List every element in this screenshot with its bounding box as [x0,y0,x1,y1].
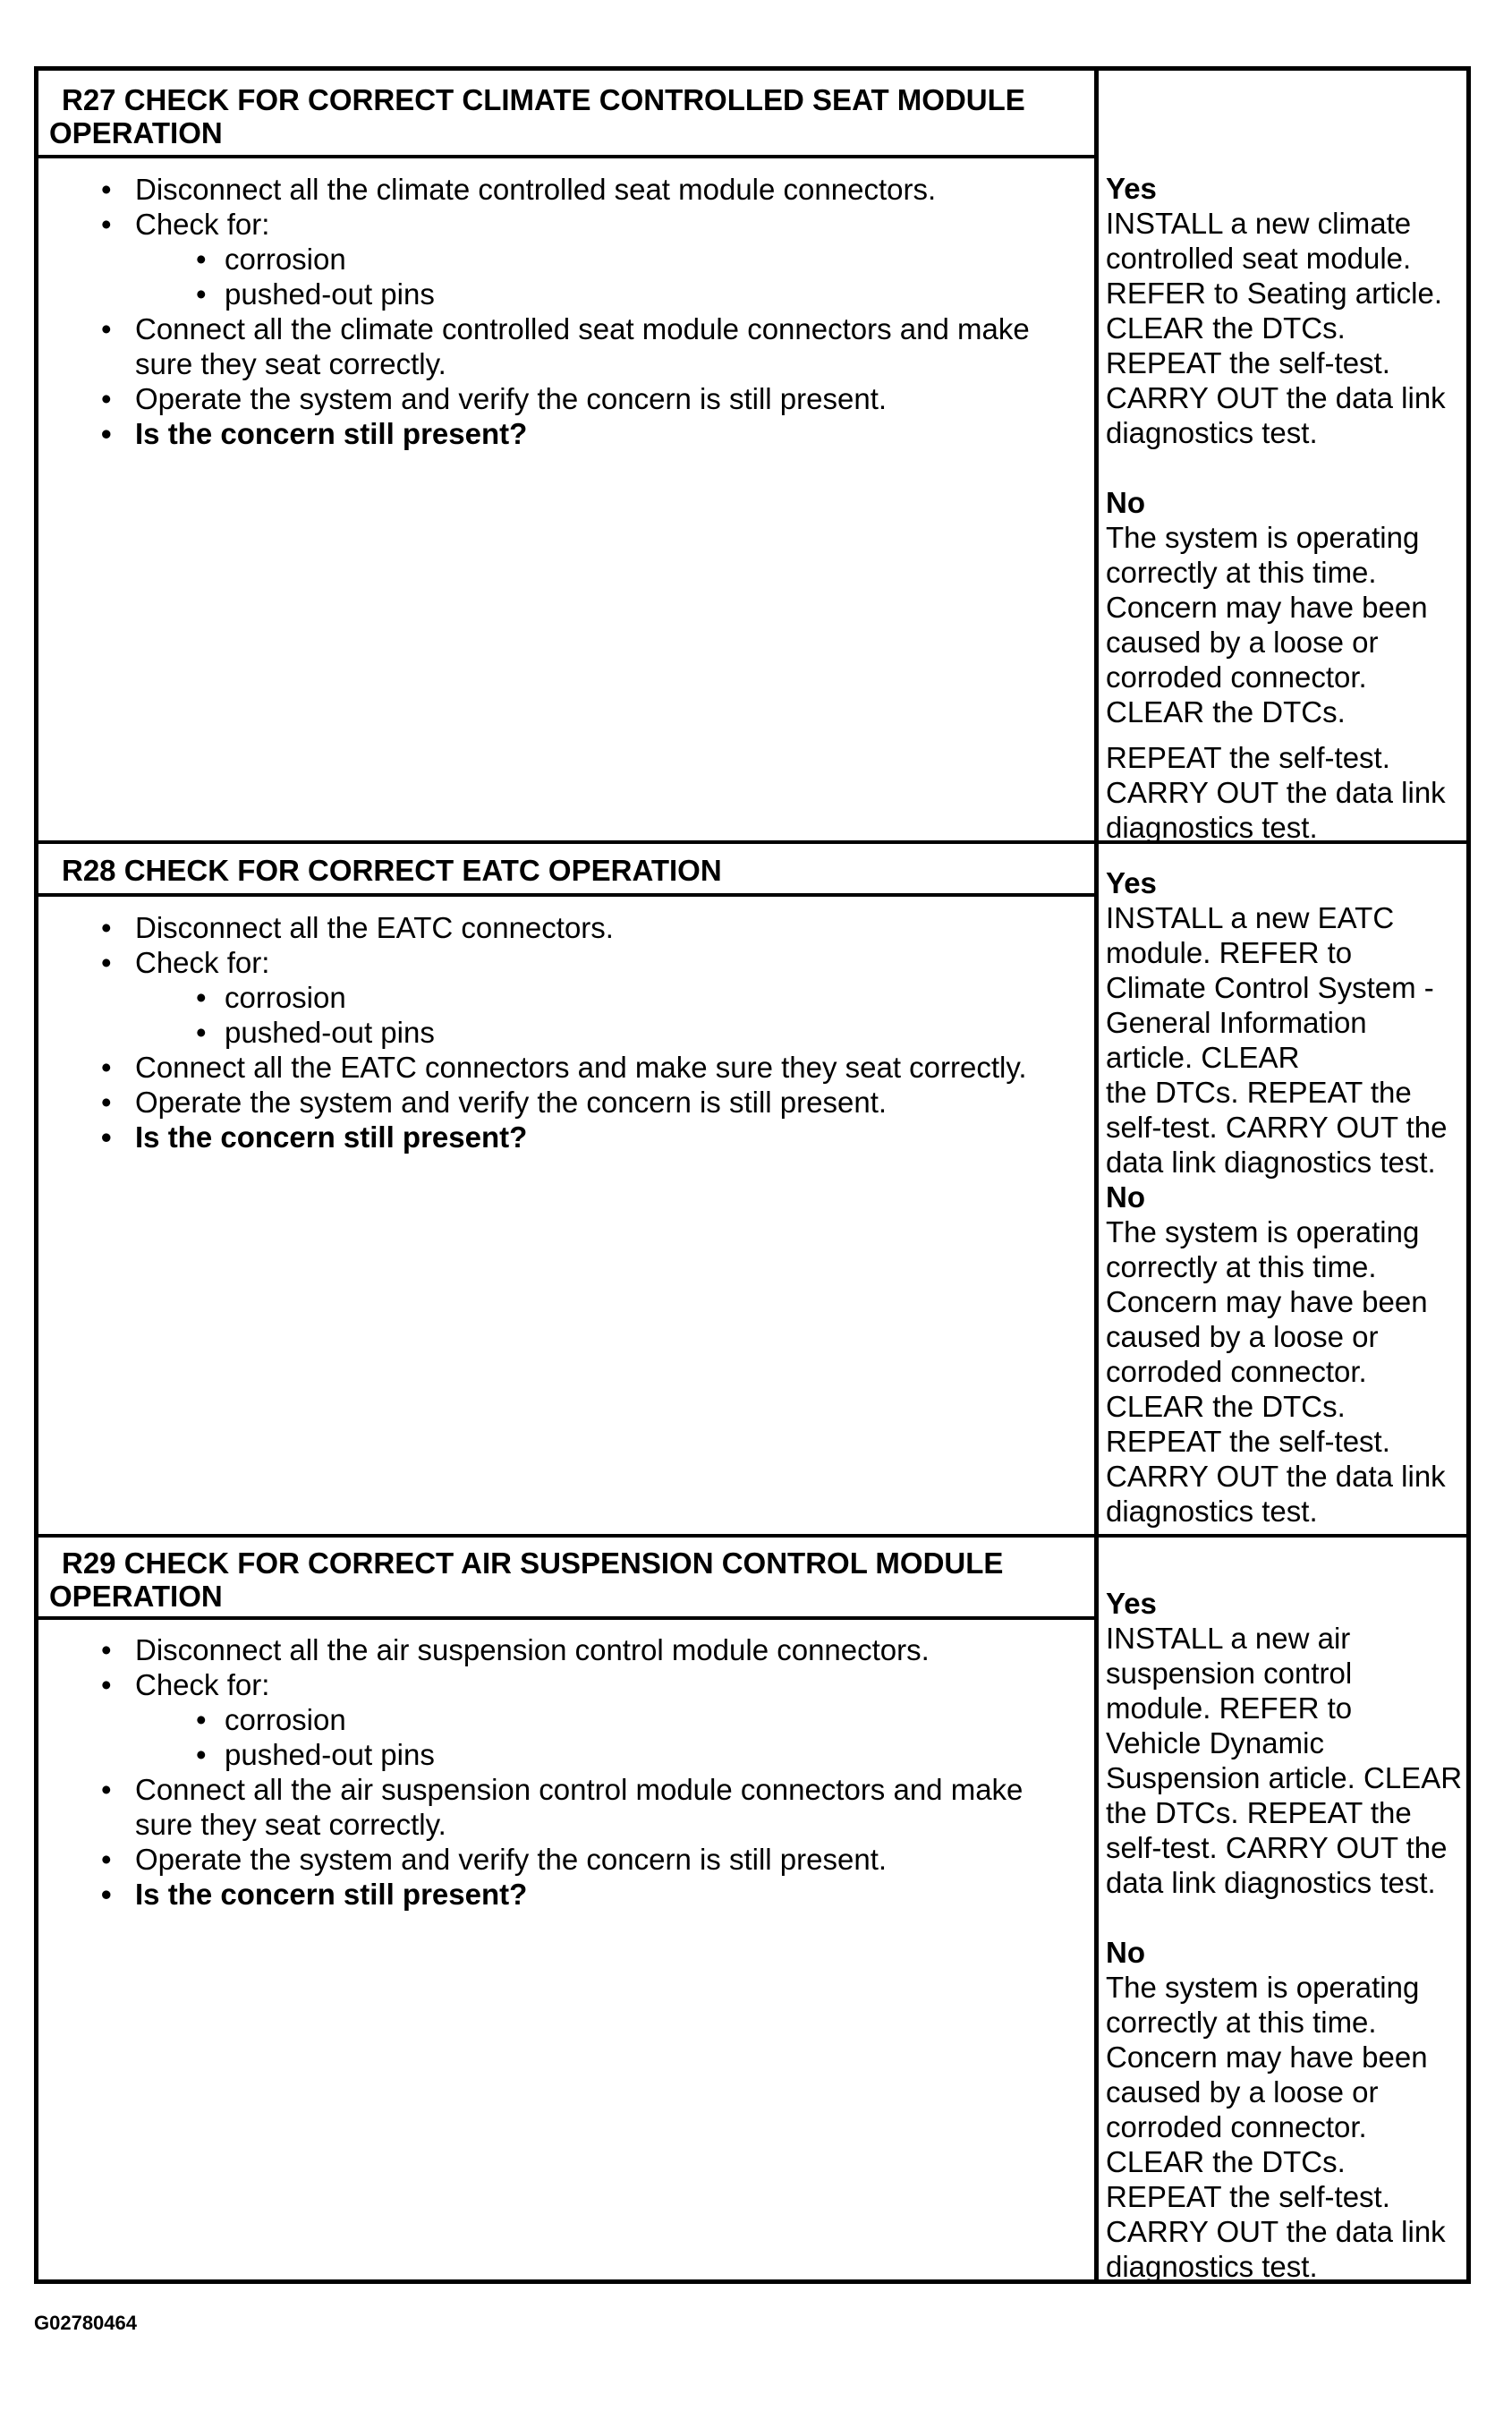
r27-title-line2: OPERATION [49,116,223,149]
r29-check-corrosion: • corrosion [38,1702,1094,1737]
r27-step-disconnect: • Disconnect all the climate controlled seat module connectors. [38,172,1094,207]
r29-step-operate: • Operate the system and verify the concern is still present. [38,1842,1094,1877]
r28-title-line1: R28 CHECK FOR CORRECT EATC OPERATION [62,854,722,887]
r28-check-corrosion: • corrosion [38,980,1094,1015]
r29-step-connect: • Connect all the air suspension control module connectors and make sure they seat correctly. [38,1772,1094,1842]
r29-title-line2: OPERATION [49,1580,223,1613]
r27-no-label: No [1106,486,1145,519]
r29-step-check: • Check for: • corrosion • pushed-out pins [38,1667,1094,1772]
r28-header [38,844,1094,897]
r29-yes-text: INSTALL a new air suspension control module. REFER to Vehicle Dynamic Suspension article. CLEAR the DTCs. REPEAT the self-test. CARRY OUT the data link diagnostics test. [1106,1622,1463,1899]
r27-result-column [1099,71,1466,844]
r27-title-line1: R27 CHECK FOR CORRECT CLIMATE CONTROLLED SEAT MODULE [62,83,1025,116]
r29-yes-label: Yes [1106,1587,1157,1620]
r28-yes-text: INSTALL a new EATC module. REFER to Climate Control System - General Information article. CLEAR the DTCs. REPEAT the self-test. CARRY OUT the data link diagnostics test. [1106,901,1448,1179]
r28-steps [38,910,1094,1154]
r29-question: • Is the concern still present? [38,1877,1094,1912]
r28-step-check: • Check for: • corrosion • pushed-out pins [38,945,1094,1050]
r27-no-text: The system is operating correctly at this time. Concern may have been caused by a loose or corroded connector. CLEAR the DTCs. [1106,521,1428,728]
section-r27 [38,71,1466,844]
diagnostic-table [34,66,1471,2284]
r27-check-corrosion: • corrosion [38,242,1094,277]
r29-step-disconnect: • Disconnect all the air suspension control module connectors. [38,1632,1094,1667]
r27-steps [38,172,1094,451]
r29-no-label: No [1106,1936,1145,1969]
r29-title-line1: R29 CHECK FOR CORRECT AIR SUSPENSION CONTROL MODULE [62,1546,1004,1580]
r27-yes-text: INSTALL a new climate controlled seat module. REFER to Seating article. CLEAR the DTCs. REPEAT the self-test. CARRY OUT the data link diagnostics test. [1106,207,1446,449]
section-r28 [38,840,1466,1538]
r27-step-check: • Check for: • corrosion • pushed-out pins [38,207,1094,311]
r27-step-operate: • Operate the system and verify the concern is still present. [38,381,1094,416]
r28-result-column [1099,844,1466,1538]
r29-step-column [38,1538,1099,2279]
r28-step-column [38,844,1099,1538]
r27-no-text-continued: REPEAT the self-test. CARRY OUT the data link diagnostics test. [1106,741,1446,844]
r28-no-text: The system is operating correctly at this time. Concern may have been caused by a loose or corroded connector. CLEAR the DTCs. REPEAT the self-test. CARRY OUT the data link diagnostics test. [1106,1215,1446,1528]
r28-no-label: No [1106,1180,1145,1214]
r27-step-connect: • Connect all the climate controlled seat module connectors and make sure they seat correctly. [38,311,1094,381]
section-r29 [38,1534,1466,2283]
r28-check-pins: • pushed-out pins [38,1015,1094,1050]
r29-result-column [1099,1538,1466,2283]
r28-step-connect: • Connect all the EATC connectors and make sure they seat correctly. [38,1050,1094,1085]
r27-step-column [38,71,1099,840]
r27-question: • Is the concern still present? [38,416,1094,451]
r28-question: • Is the concern still present? [38,1120,1094,1154]
r29-steps [38,1632,1094,1912]
figure-id: G02780464 [34,2312,137,2334]
r29-no-text: The system is operating correctly at this time. Concern may have been caused by a loose or corroded connector. CLEAR the DTCs. REPEAT the self-test. CARRY OUT the data link diagnostics test. [1106,1971,1446,2283]
r27-check-pins: • pushed-out pins [38,277,1094,311]
r27-header [38,71,1094,158]
r28-step-disconnect: • Disconnect all the EATC connectors. [38,910,1094,945]
r29-header [38,1538,1094,1620]
r28-step-operate: • Operate the system and verify the concern is still present. [38,1085,1094,1120]
r27-yes-label: Yes [1106,172,1157,205]
r28-yes-label: Yes [1106,866,1157,899]
r29-check-pins: • pushed-out pins [38,1737,1094,1772]
